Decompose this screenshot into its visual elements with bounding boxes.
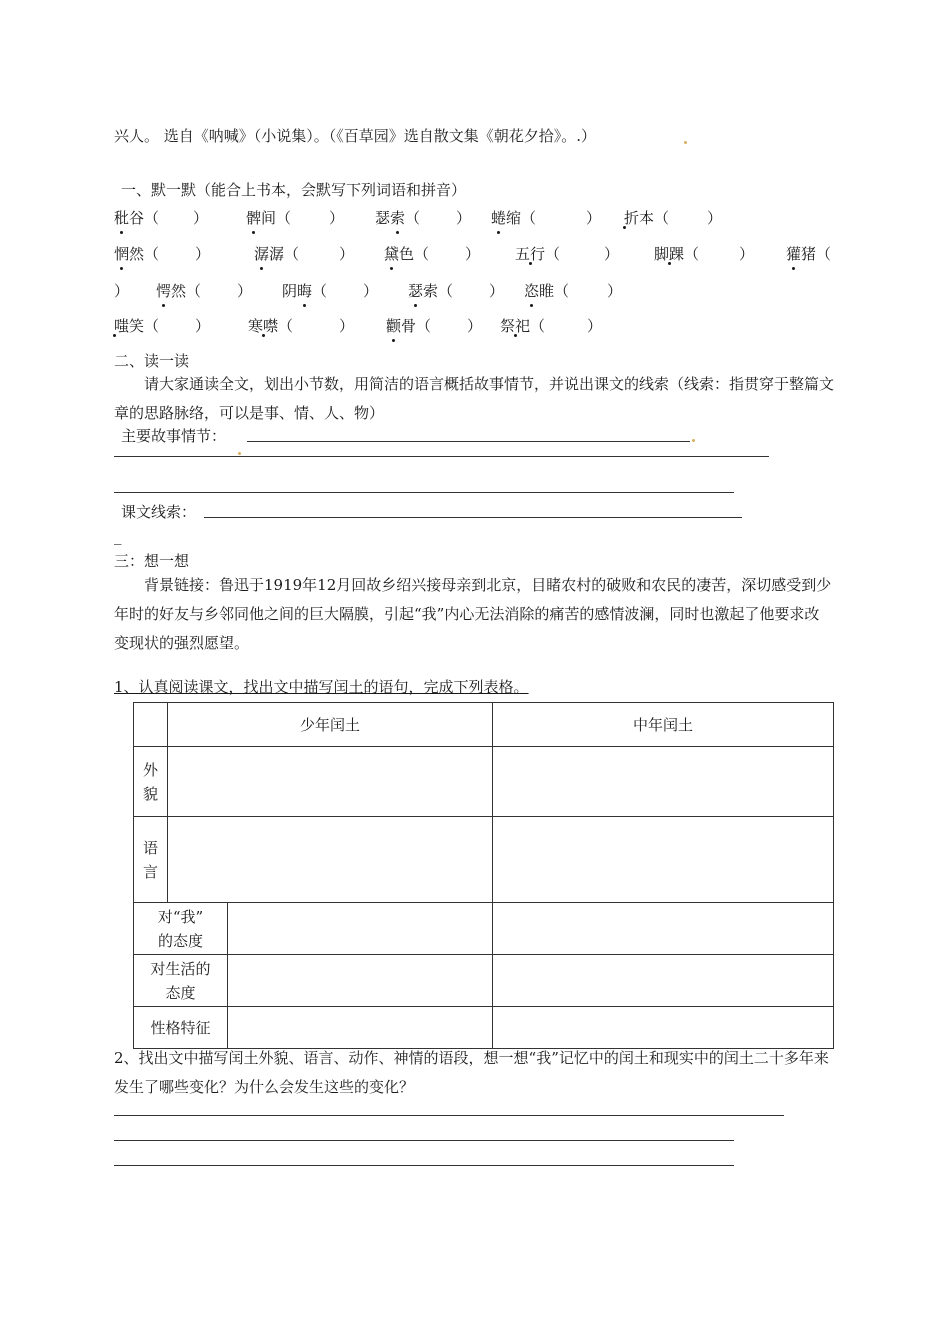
table-row-character xyxy=(134,1007,834,1049)
answer-cell[interactable] xyxy=(228,1007,493,1049)
answer-cell[interactable] xyxy=(493,1007,834,1049)
answer-cell[interactable] xyxy=(493,817,834,903)
stray-mark xyxy=(692,439,695,442)
answer-cell[interactable] xyxy=(168,817,493,903)
answer-cell[interactable] xyxy=(493,747,834,817)
header-empty-cell xyxy=(134,703,168,747)
table-row-attitude-me xyxy=(134,903,834,955)
row-label-attitude-me: 对“我” 的态度 xyxy=(134,903,228,955)
vocab-item: 脚踝（ ） xyxy=(654,245,755,263)
table-row-appearance xyxy=(134,747,834,817)
runtu-table xyxy=(133,702,834,1049)
table-row-attitude-life xyxy=(134,955,834,1007)
vocab-item: 瑟索（ ） xyxy=(375,209,472,227)
vocab-item: 恣睢（ ） xyxy=(524,282,623,300)
vocab-item: 黛色（ ） xyxy=(384,245,481,263)
header-middle-runtu: 中年闰土 xyxy=(493,703,834,747)
vocab-item: 蜷缩（ ） xyxy=(491,209,602,227)
vocab-item: 獾猪（ xyxy=(786,245,832,263)
section1-heading: 一、默一默（能合上书本，会默写下列词语和拼音） xyxy=(121,181,467,199)
answer-cell[interactable] xyxy=(168,747,493,817)
section2-instructions: 请大家通读全文，划出小节数，用简洁的语言概括故事情节，并说出课文的线索（线索：指贯穿于整篇文章的思路脉络，可以是事、情、人、物） xyxy=(114,375,835,422)
plot-answer-line-3[interactable] xyxy=(114,492,734,493)
vocab-item: 嗤笑（ ） xyxy=(114,317,211,335)
clue-answer-line[interactable] xyxy=(204,517,742,518)
header-young-runtu: 少年闰土 xyxy=(168,703,493,747)
row-label-appearance: 外 貌 xyxy=(134,747,168,817)
vocab-item: 寒噤（ ） xyxy=(248,317,355,335)
question-2: 2、找出文中描写闰土外貌、语言、动作、神情的语段，想一想“我”记忆中的闰土和现实中的闰土二十多年来发生了哪些变化？为什么会发生这些的变化？ xyxy=(114,1049,829,1096)
row-label-speech: 语 言 xyxy=(134,817,168,903)
plot-answer-line-2[interactable] xyxy=(114,456,769,457)
vocab-item: 五行（ ） xyxy=(515,245,620,263)
answer-cell[interactable] xyxy=(493,903,834,955)
answer-cell[interactable] xyxy=(228,955,493,1007)
answer-cell[interactable] xyxy=(493,955,834,1007)
q2-answer-line-2[interactable] xyxy=(114,1140,734,1141)
vocab-item: 折本（ ） xyxy=(624,209,723,227)
plot-label: 主要故事情节： xyxy=(121,427,227,445)
vocab-item: ） xyxy=(114,282,130,300)
question-1: 1、认真阅读课文，找出文中描写闰土的语句，完成下列表格。 xyxy=(114,678,529,696)
plot-answer-line[interactable] xyxy=(247,441,690,442)
q2-answer-line-1[interactable] xyxy=(114,1115,784,1116)
stray-dash: _ xyxy=(114,527,122,545)
answer-cell[interactable] xyxy=(228,903,493,955)
stray-mark xyxy=(238,452,241,455)
vocab-item: 愕然（ ） xyxy=(156,282,253,300)
background-note: 背景链接：鲁迅于1919年12月回故乡绍兴接母亲到北京，目睹农村的破败和农民的凄苦，深切感受到少年时的好友与乡邻同他之间的巨大隔膜，引起“我”内心无法消除的痛苦的感情波澜，同时也激起了他要求改变现状的强烈愿望。 xyxy=(114,576,832,652)
vocab-item: 阴晦（ ） xyxy=(282,282,379,300)
vocab-item: 髀间（ ） xyxy=(246,209,345,227)
clue-label: 课文线索： xyxy=(121,503,197,521)
row-label-attitude-life: 对生活的 态度 xyxy=(134,955,228,1007)
stray-mark xyxy=(684,141,687,144)
vocab-item: 秕谷（ ） xyxy=(114,209,209,227)
section3-heading: 三：想一想 xyxy=(114,552,190,570)
vocab-item: 颧骨（ ） xyxy=(386,317,483,335)
vocab-item: 惘然（ ） xyxy=(114,245,211,263)
vocab-item: 瑟索（ ） xyxy=(408,282,505,300)
intro-line: 兴人。 选自《呐喊》（小说集）。（《百草园》选自散文集《朝花夕拾》。.） xyxy=(114,127,597,145)
row-label-character: 性格特征 xyxy=(134,1007,228,1049)
table-header-row xyxy=(134,703,834,747)
q2-answer-line-3[interactable] xyxy=(114,1165,734,1166)
table-row-speech xyxy=(134,817,834,903)
vocab-item: 祭祀（ ） xyxy=(500,317,603,335)
vocab-item: 潺潺（ ） xyxy=(254,245,355,263)
section2-heading: 二、读一读 xyxy=(114,352,190,370)
